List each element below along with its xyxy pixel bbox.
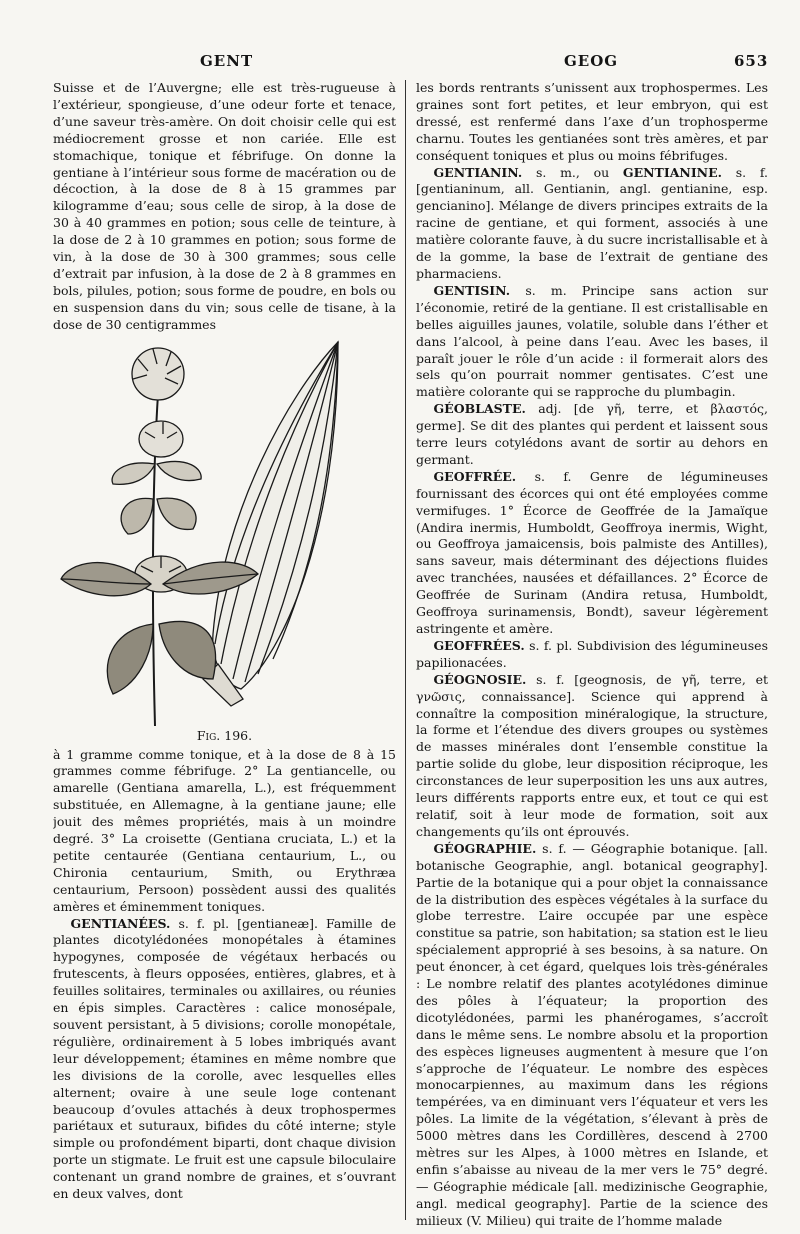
entry-gentianees (53, 916, 396, 1203)
headword-gentianees: GENTIANÉES. (70, 915, 171, 931)
page-number: 653 (734, 52, 769, 70)
headword-geognosie: GÉOGNOSIE. (433, 671, 527, 687)
figure-caption-number: 196. (224, 727, 253, 743)
headword-gentisin: GENTISIN. (433, 282, 511, 298)
figure-gentian-illustration (53, 334, 396, 734)
definition-gentisin: s. m. Principe sans action sur l’économie, retiré de la gentiane. Il est cristallisable en belles aiguilles jaunes, volatile, soluble dans l’éther et dans l’alcool, à peine dans l’eau. Avec les bases, il paraît jouer le rôle d’un acide : il formerait alors des sels qu’on pourrait nommer gentisates. C’est une matière colorante qui se rapproche du plumbagin. (416, 282, 768, 400)
entry-geographie (416, 841, 768, 1230)
entry-geoffree (416, 469, 768, 638)
header-right-guideword: GEOG (564, 52, 619, 70)
entry-gentianin (416, 165, 768, 283)
column-divider (405, 80, 406, 1220)
entry-gentisin (416, 283, 768, 401)
definition-geoffree: s. f. Genre de légumineuses fournissant des écorces qui ont été employées comme vermifuges. 1° Écorce de Geoffrée de la Jamaïque (Andira inermis, Humboldt, Geoffroya inermis, Wight, ou Geoffroya jamaicensis, bois palmiste des Antilles), sans saveur, mais déterminant des déjections fluides avec tranchées, nausées et défaillances. 2° Écorce de Geoffrée de Surinam (Andira retusa, Humboldt, Geoffroya surinamensis, Bondt), saveur légèrement astringente et amère. (416, 468, 768, 636)
left-column (53, 80, 396, 1230)
headword-geoffree: GEOFFRÉE. (433, 468, 517, 484)
figure-caption-label: Fig. (196, 727, 221, 743)
gentian-plant-drawing (53, 334, 396, 734)
running-header (0, 52, 800, 76)
definition-geoblaste: adj. [de γῆ, terre, et βλαστός, germe]. Se dit des plantes qui perdent et laissent sous terre leurs cotylédons avant de sortir au dehors en germant. (416, 401, 768, 467)
definition-gentianees: s. f. pl. [gentianeæ]. Famille de plantes dicotylédonées monopétales à étamines hypogynes, composée de végétaux herbacés ou frutescents, à fleurs opposées, entières, glabres, et à feuilles solitaires, terminales ou axillaires, ou réunies en épis simples. Caractères : calice monosépale, souvent persistant, à 5 divisions; corolle monopétale, régulière, ordinairement à 5 lobes imbriqués avant leur développement; étamines en même nombre que les divisions de la corolle, avec lesquelles elles alternent; ovaire à une seule loge contenant beaucoup d’ovules attachés à deux trophospermes pariétaux et suturaux, bifides du côté interne; style simple ou profondément biparti, dont chaque division porte un stigmate. Le fruit est une capsule biloculaire contenant un grand nombre de graines, et s’ouvrant en deux valves, dont (53, 915, 396, 1202)
paragraph-gentiane-doses: à 1 gramme comme tonique, et à la dose de 8 à 15 grammes comme fébrifuge. 2° La gentiancelle, ou amarelle (Gentiana amarella, L.), est fréquemment substituée, en Allemagne, à la gentiane jaune; elle jouit des mêmes propriétés, mais à un moindre degré. 3° La croisette (Gentiana cruciata, L.) et la petite centaurée (Gentiana centaurium, L., ou Chironia centaurium, Smith, ou Erythræa centaurium, Persoon) possèdent aussi des qualités amères et éminemment toniques. (53, 746, 396, 914)
gentianin-connector: s. m., ou (535, 164, 610, 180)
headword-geoblaste: GÉOBLASTE. (433, 401, 526, 417)
definition-geognosie: s. f. [geognosis, de γῆ, terre, et γνῶσις, connaissance]. Science qui apprend à connaître la composition minéralogique, la structure, la forme et l’étendue des divers groupes ou systèmes de masses minérales dont l’ensemble constitue la partie solide du globe, leur disposition réciproque, les circonstances de leur superposition les uns aux autres, leurs différents rapports entre eux, et tout ce qui est relatif, soit à leur mode de formation, soit aux changements qu’ils ont éprouvés. (416, 671, 768, 839)
entry-geognosie (416, 672, 768, 841)
headword-geoffrees: GEOFFRÉES. (433, 637, 525, 653)
headword-geographie: GÉOGRAPHIE. (433, 840, 537, 856)
entry-geoffrees (416, 638, 768, 672)
definition-gentianin: s. f. [gentianinum, all. Gentianin, angl. gentianine, esp. gencianino]. Mélange de divers principes extraits de la racine de gentiane, et qui forment, associés à une matière colorante fauve, à du sucre incristallisable et à de la gomme, la base de l’extrait de gentiane des pharmaciens. (416, 164, 768, 281)
entry-geoblaste (416, 401, 768, 469)
right-column (416, 80, 768, 1230)
definition-geoffrees: s. f. pl. Subdivision des légumineuses papilionacées. (416, 637, 768, 670)
definition-geographie: s. f. — Géographie botanique. [all. botanische Geographie, angl. botanical geography]. Partie de la botanique qui a pour objet la connaissance de la distribution des espèces végétales à la surface du globe terrestre. L’aire occupée par une espèce constitue sa patrie, son habitation; sa station est le lieu spécialement approprié à ses besoins, à sa nature. On peut énoncer, à cet égard, quelques lois très-générales : Le nombre relatif des plantes acotylédones diminue des pôles à l’équateur; la proportion des dicotylédonées, parmi les phanérogames, s’accroît dans le même sens. Le nombre absolu et la proportion des espèces ligneuses augmentent à mesure que l’on s’approche de l’équateur. Le nombre des espèces monocarpiennes, au maximum dans les régions tempérées, va en diminuant vers l’équateur et vers les pôles. La limite de la végétation, s’élevant à près de 5000 mètres dans les Cordillères, descend à 2700 mètres sur les Alpes, à 1000 mètres en Islande, et enfin s’abaisse au niveau de la mer vers le 75° degré. — Géographie médicale [all. medizinische Geographie, angl. medical geography]. Partie de la science des milieux (V. Milieu) qui traite de l’homme malade (416, 840, 768, 1228)
paragraph-gentiane-continued: Suisse et de l’Auvergne; elle est très-rugueuse à l’extérieur, spongieuse, d’une odeur forte et tenace, d’une saveur très-amère. On doit choisir celle qui est médiocrement grosse et non cariée. Elle est stomachique, tonique et fébrifuge. On donne la gentiane à l’intérieur sous forme de macération ou de décoction, à la dose de 8 à 15 grammes par kilogramme d’eau; sous celle de sirop, à la dose de 30 à 40 grammes en potion; sous celle de teinture, à la dose de 2 à 10 grammes en potion; sous forme de vin, à la dose de 30 à 300 grammes; sous celle d’extrait par infusion, à la dose de 2 à 8 grammes en bols, pilules, potion; sous forme de poudre, en bols ou en suspension dans du vin; sous celle de tisane, à la dose de 30 centigrammes (53, 80, 396, 332)
headword-gentianine: GENTIANINE. (622, 164, 722, 180)
headword-gentianin: GENTIANIN. (433, 164, 523, 180)
paragraph-gentianees-continued: les bords rentrants s’unissent aux trophospermes. Les graines sont fort petites, et leur embryon, qui est dressé, est renfermé dans l’axe d’un trophosperme charnu. Toutes les gentianées sont très amères, et par conséquent toniques et plus ou moins fébrifuges. (416, 80, 768, 163)
header-left-guideword: GENT (200, 52, 254, 70)
